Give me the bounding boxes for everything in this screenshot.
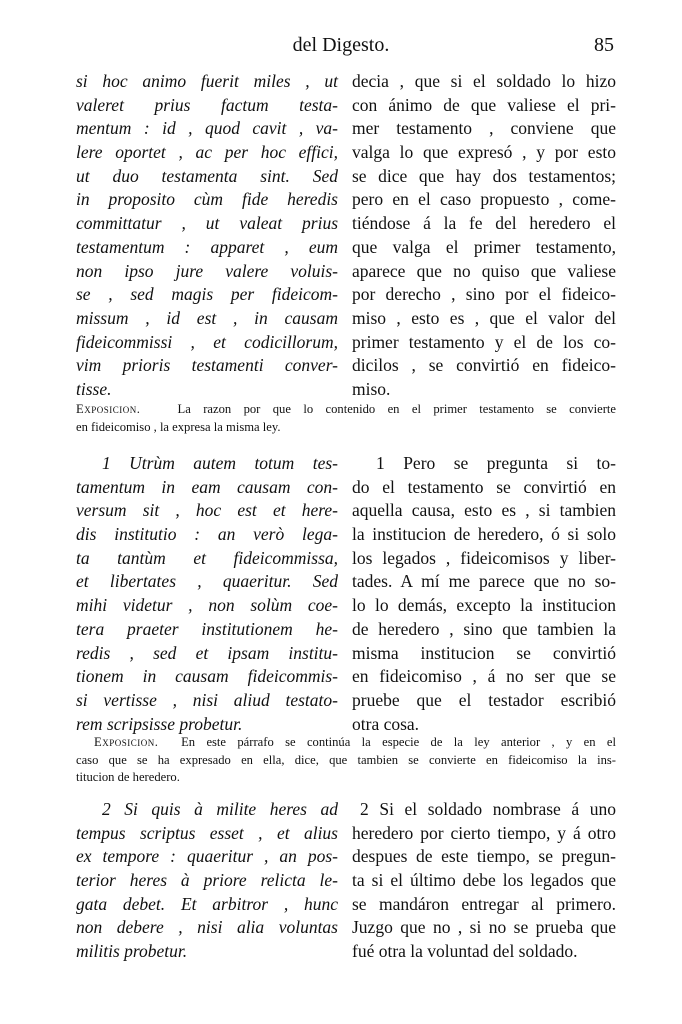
spanish-line: en fideicomiso , á no ser que se <box>352 666 616 687</box>
latin-line: non debere , nisi alia voluntas <box>76 917 338 938</box>
spanish-line: dicilos , se convirtió en fideico- <box>352 355 616 376</box>
spanish-column <box>352 798 616 964</box>
latin-line: missum , id est , in causam <box>76 307 338 328</box>
exposicion-line: caso que se ha expresado en ella, dice, que tambien se convierte en fideicomiso la ins- <box>76 752 616 767</box>
latin-line: tionem in causam fideicommis- <box>76 666 338 687</box>
latin-line: valeret prius factum testa- <box>76 94 338 115</box>
latin-line: tempus scriptus esset , et alius <box>76 822 338 843</box>
spanish-line: por derecho , sino por el fideico- <box>352 284 616 305</box>
spanish-line: misma institucion se convirtió <box>352 642 616 663</box>
latin-line: terior heres à priore relicta le- <box>76 870 338 891</box>
latin-line: gata debet. Et arbitror , hunc <box>76 893 338 914</box>
latin-line: militis probetur. <box>76 941 188 962</box>
latin-line: 2 Si quis à milite heres ad <box>102 799 338 819</box>
section-2 <box>76 452 616 736</box>
latin-column <box>76 70 338 402</box>
latin-line: tisse. <box>76 378 112 399</box>
spanish-line: lo lo demás, excepto la institucion <box>352 595 616 616</box>
spanish-line: se mandáron entregar al primero. <box>352 893 616 914</box>
latin-line: se , sed magis per fideicom- <box>76 284 338 305</box>
latin-line: ex tempore : quaeritur , an pos- <box>76 846 338 867</box>
spanish-line: los legados , fideicomisos y liber- <box>352 547 616 568</box>
latin-line: ta tantùm et fideicommissa, <box>76 547 338 568</box>
latin-line: et libertates , quaeritur. Sed <box>76 571 338 592</box>
latin-line: fideicommissi , et codicillorum, <box>76 331 338 352</box>
exposicion-text: En este párrafo se continúa la especie de la ley anterior , y en el <box>181 735 617 749</box>
running-title: del Digesto. <box>292 34 390 56</box>
spanish-line: valga lo que expresó , y por esto <box>352 142 616 163</box>
latin-line: tera praeter institutionem he- <box>76 618 338 639</box>
latin-line: mihi videtur , non solùm coe- <box>76 595 338 616</box>
exposicion-2 <box>76 734 616 787</box>
spanish-line: tades. A mí me parece que no so- <box>352 571 616 592</box>
spanish-line: 2 Si el soldado nombrase á uno <box>360 799 616 819</box>
spanish-line: aquella causa, esto es , si tambien <box>352 500 616 521</box>
latin-line: vim prioris testamenti conver- <box>76 355 338 376</box>
spanish-line: la institucion de heredero, ó si solo <box>352 524 616 545</box>
spanish-line: miso. <box>352 378 391 399</box>
spanish-line: primer testamento y el de los co- <box>352 331 616 352</box>
spanish-line: que valga el primer testamento, <box>352 236 616 257</box>
spanish-line: fué otra la voluntad del soldado. <box>352 941 578 962</box>
latin-line: ut duo testamenta sint. Sed <box>76 165 338 186</box>
exposicion-label: Exposicion. <box>76 402 141 416</box>
spanish-line: con ánimo de que valiese el pri- <box>352 94 616 115</box>
spanish-line: tiéndose á la fe del heredero el <box>352 213 616 234</box>
page-number: 85 <box>594 34 614 56</box>
latin-line: in proposito cùm fide heredis <box>76 189 338 210</box>
latin-line: testamentum : apparet , eum <box>76 236 338 257</box>
exposicion-text: La razon por que lo contenido en el primer testamento se convierte <box>177 402 616 416</box>
spanish-line: Juzgo que no , si no se prueba que <box>352 917 616 938</box>
exposicion-line <box>76 734 616 752</box>
latin-line: rem scripsisse probetur. <box>76 713 243 734</box>
latin-line: mentum : id , quod cavit , va- <box>76 118 338 139</box>
latin-line: tamentum in eam causam con- <box>76 476 338 497</box>
exposicion-line: titucion de heredero. <box>76 770 180 784</box>
spanish-line: otra cosa. <box>352 713 420 734</box>
spanish-line: aparece que no quiso que valiese <box>352 260 616 281</box>
latin-line: versum sit , hoc est et here- <box>76 500 338 521</box>
latin-column <box>76 452 338 736</box>
spanish-line: se dice que hay dos testamentos; <box>352 165 616 186</box>
spanish-line: decia , que si el soldado lo hizo <box>352 71 616 91</box>
latin-line: si vertisse , nisi aliud testato- <box>76 689 338 710</box>
latin-line: committatur , ut valeat prius <box>76 213 338 234</box>
spanish-line: heredero por cierto tiempo, y á otro <box>352 822 616 843</box>
latin-line: 1 Utrùm autem totum tes- <box>102 453 338 473</box>
exposicion-label: Exposicion. <box>94 735 159 749</box>
spanish-line: pruebe que el testador escribió <box>352 689 616 710</box>
latin-line: si hoc animo fuerit miles , ut <box>76 71 338 91</box>
exposicion-line <box>76 401 616 419</box>
page-header <box>0 34 682 68</box>
latin-line: redis , sed et ipsam institu- <box>76 642 338 663</box>
latin-line: dis institutio : an verò lega- <box>76 524 338 545</box>
latin-column <box>76 798 338 964</box>
spanish-line: 1 Pero se pregunta si to- <box>376 453 616 473</box>
spanish-line: do el testamento se convirtió en <box>352 476 616 497</box>
spanish-line: pero en el caso propuesto , come- <box>352 189 616 210</box>
spanish-line: de heredero , sino que tambien la <box>352 618 616 639</box>
spanish-line: miso , esto es , que el valor del <box>352 307 616 328</box>
spanish-column <box>352 70 616 402</box>
spanish-line: ta si el último debe los legados que <box>352 870 616 891</box>
section-1 <box>76 70 616 402</box>
exposicion-1 <box>76 401 616 436</box>
section-3 <box>76 798 616 966</box>
latin-line: non ipso jure valere voluis- <box>76 260 338 281</box>
spanish-line: mer testamento , conviene que <box>352 118 616 139</box>
latin-line: lere oportet , ac per hoc effici, <box>76 142 338 163</box>
spanish-line: despues de este tiempo, se pregun- <box>352 846 616 867</box>
exposicion-line: en fideicomiso , la expresa la misma ley. <box>76 419 281 434</box>
spanish-column <box>352 452 616 736</box>
